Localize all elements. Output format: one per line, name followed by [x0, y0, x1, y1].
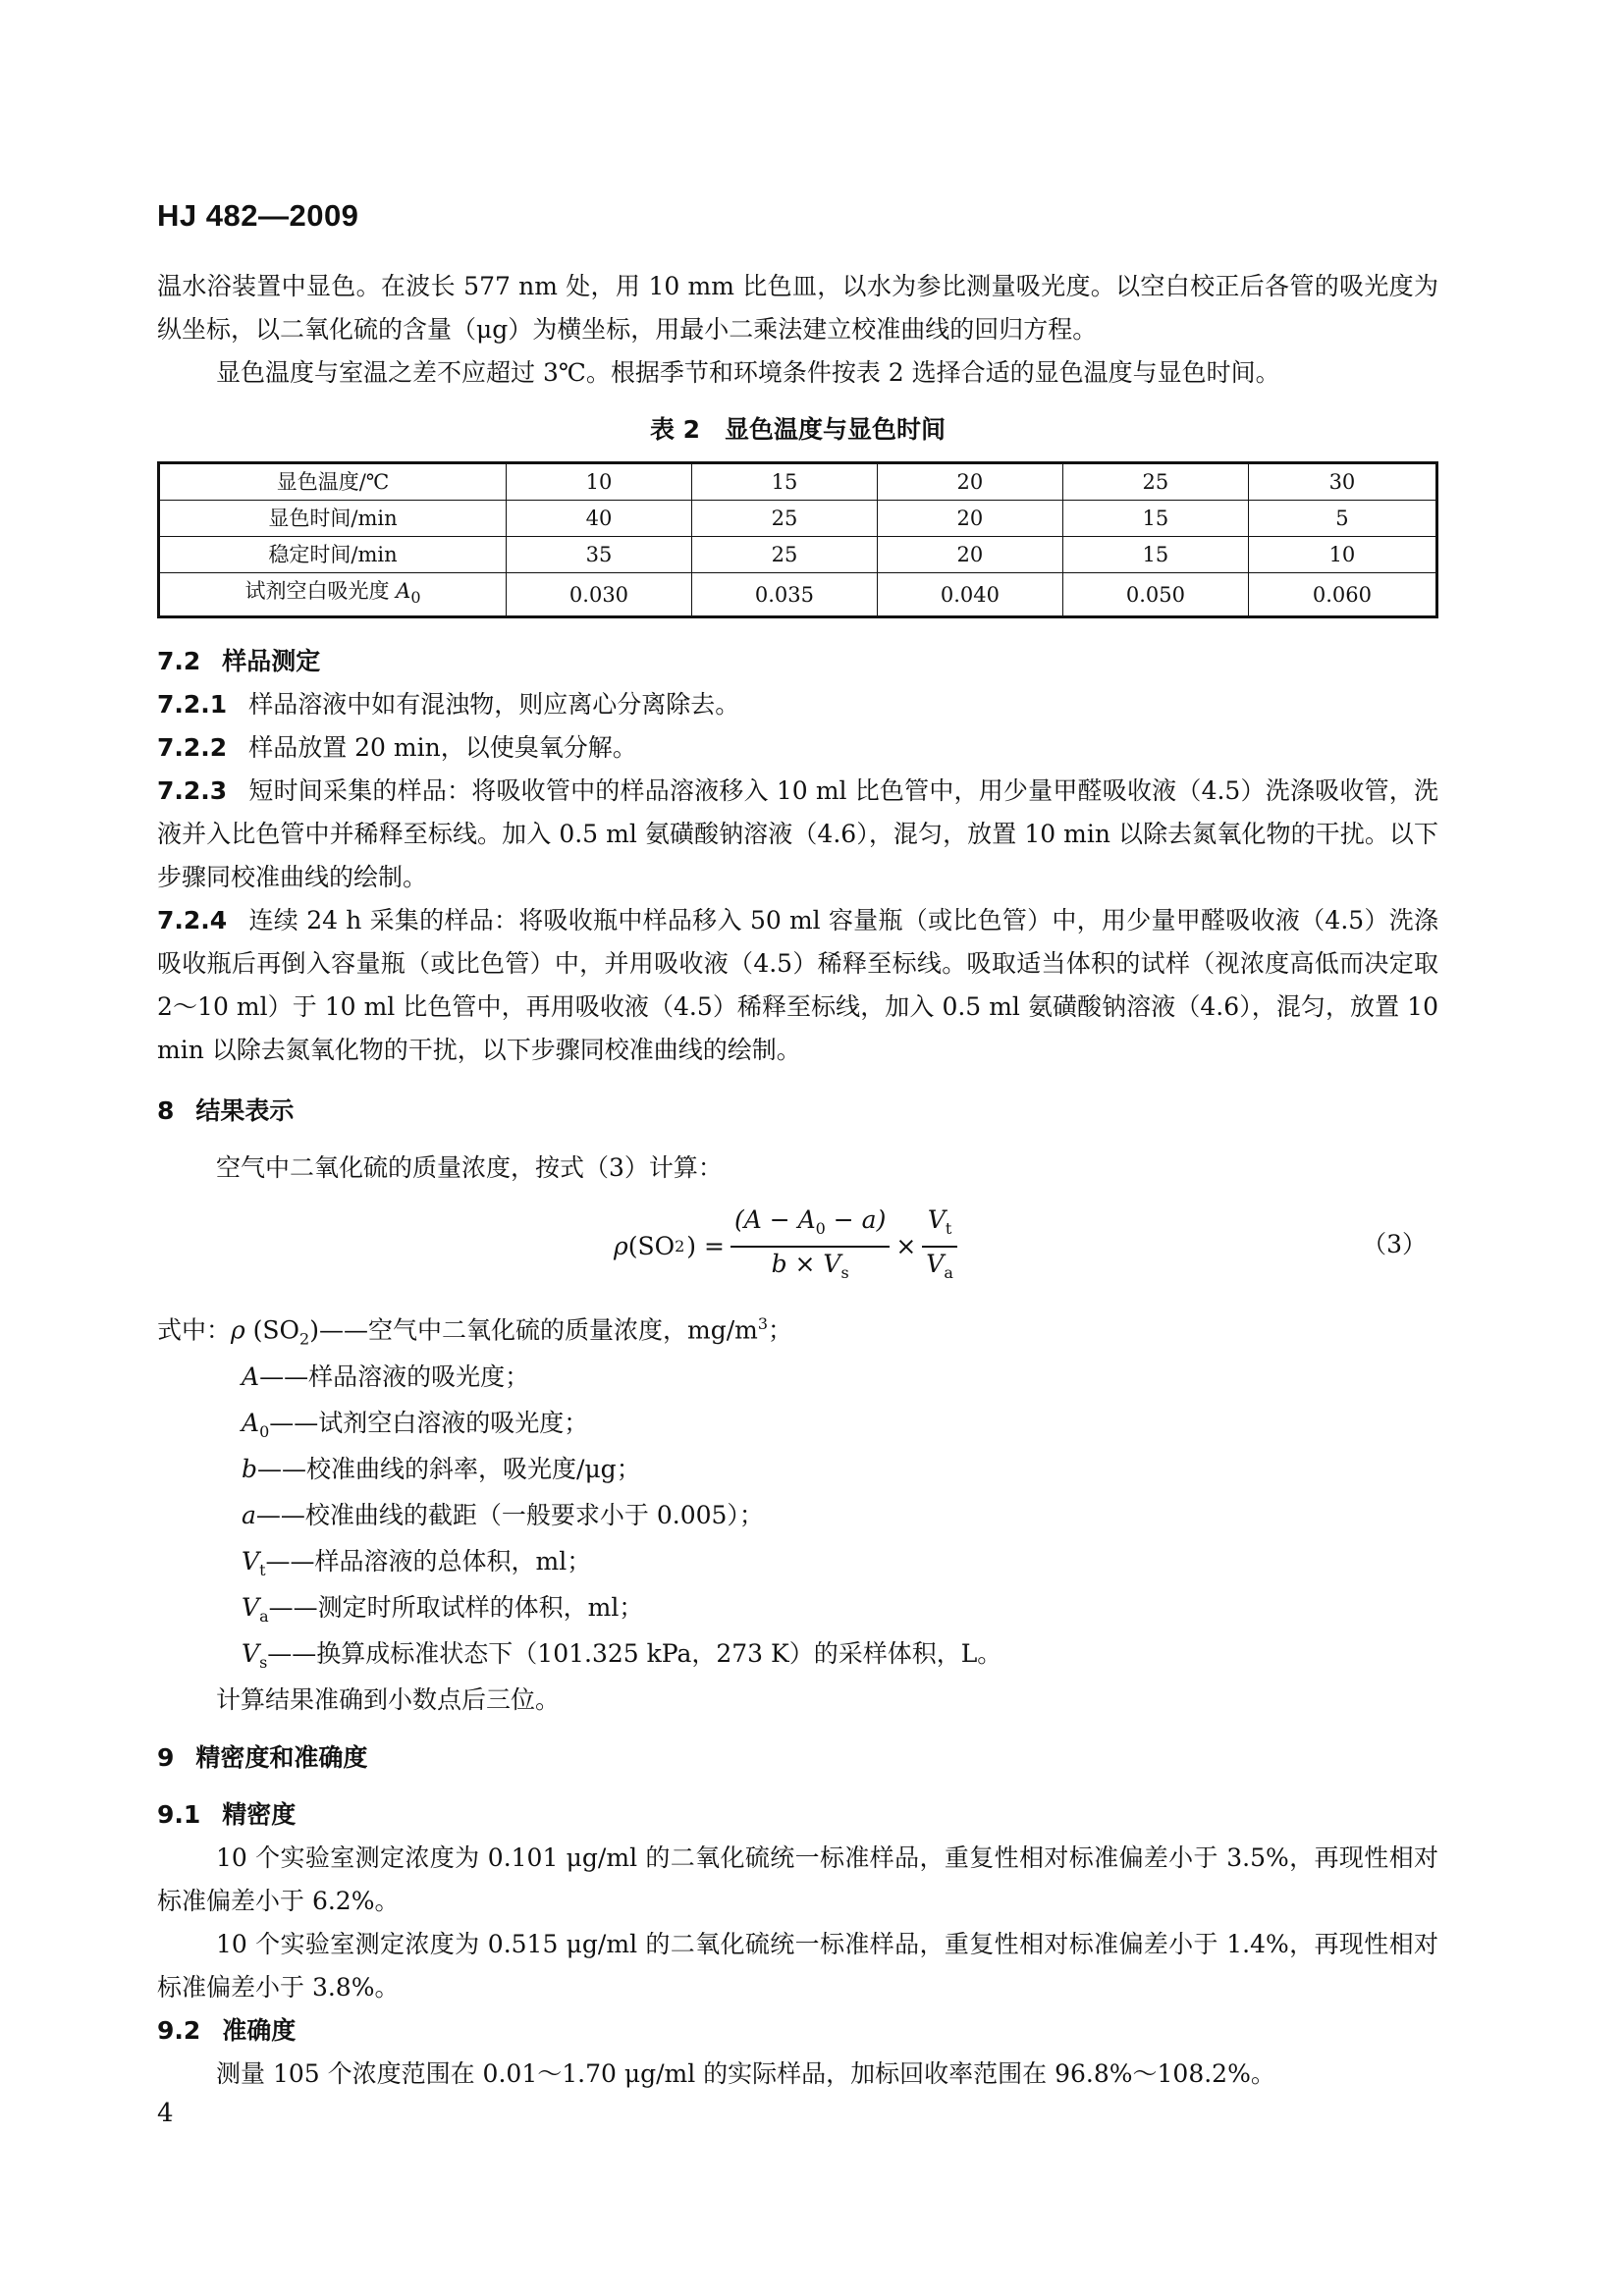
- table-row-label: 稳定时间/min: [159, 537, 507, 573]
- clause-number: 7.2.2: [157, 733, 228, 763]
- definition-row: [157, 1359, 1438, 1405]
- table-cell: 20: [877, 463, 1062, 501]
- formula-text: V: [927, 1205, 946, 1235]
- formula-sub: t: [945, 1219, 952, 1239]
- section-9-2-heading: [157, 2009, 1438, 2053]
- table-row-label: 显色时间/min: [159, 501, 507, 537]
- precision-paragraph-1: 10 个实验室测定浓度为 0.101 μg/ml 的二氧化硫统一标准样品，重复性相对标准偏差小于 3.5%，再现性相对标准偏差小于 6.2%。: [157, 1842, 1438, 1915]
- variable-sub: t: [259, 1560, 266, 1579]
- clause-7-2-2: [157, 726, 1438, 770]
- page-number: 4: [157, 2099, 174, 2128]
- table-cell: 25: [1062, 463, 1248, 501]
- times-symbol: ×: [895, 1231, 917, 1260]
- table-row: [159, 573, 1437, 617]
- equation-number: （3）: [1362, 1230, 1427, 1259]
- table-cell: 30: [1248, 463, 1436, 501]
- table-row: [159, 537, 1437, 573]
- section-title: 精密度: [222, 1799, 297, 1829]
- where-lead: 式中：: [157, 1315, 232, 1345]
- accuracy-paragraph: 测量 105 个浓度范围在 0.01～1.70 μg/ml 的实际样品，加标回收率范围在 96.8%～108.2%。: [216, 2058, 1275, 2088]
- table-row: [159, 463, 1437, 501]
- section-title: 结果表示: [195, 1096, 295, 1126]
- table-row-label: [159, 573, 507, 617]
- fraction-denominator: [768, 1248, 853, 1290]
- clause-text: 短时间采集的样品：将吸收管中的样品溶液移入 10 ml 比色管中，用少量甲醛吸收液（4.5）洗涤吸收管，洗液并入比色管中并稀释至标线。加入 0.5 ml 氨磺酸钠溶液（4.6），混匀，放置 10 min 以除去氮氧化物的干扰。以下步骤同校准曲线的绘制。: [157, 776, 1438, 892]
- definition-row: [157, 1543, 1438, 1589]
- precision-paragraph-2: 10 个实验室测定浓度为 0.515 μg/ml 的二氧化硫统一标准样品，重复性相对标准偏差小于 1.4%，再现性相对标准偏差小于 3.8%。: [157, 1929, 1438, 2002]
- definition-text: ；: [768, 1315, 793, 1345]
- clause-text: 样品溶液中如有混浊物，则应离心分离除去。: [248, 690, 740, 720]
- rho-symbol: ρ: [614, 1231, 628, 1260]
- table-cell: 15: [1062, 501, 1248, 537]
- variable-description: ——校准曲线的斜率，吸光度/μg；: [257, 1454, 641, 1483]
- document-code-header: HJ 482—2009: [157, 198, 359, 233]
- definition-text: )——空气中二氧化硫的质量浓度，mg/m: [309, 1315, 758, 1345]
- clause-7-2-1: [157, 683, 1438, 726]
- document-body: [157, 265, 1438, 2096]
- variable-symbol: V: [242, 1546, 260, 1575]
- variable-description: ——测定时所取试样的体积，ml；: [268, 1592, 644, 1622]
- definition-row: [157, 1451, 1438, 1497]
- definition-row: [157, 1589, 1438, 1635]
- table-cell: 25: [691, 537, 877, 573]
- definition-sub: 2: [299, 1329, 310, 1349]
- variable-definitions: [157, 1306, 1438, 1718]
- section-number: 9: [157, 1742, 175, 1772]
- fraction-numerator: [730, 1203, 890, 1246]
- formula-text: ) =: [686, 1231, 725, 1260]
- table-cell: 20: [877, 537, 1062, 573]
- table-cell: 10: [507, 463, 692, 501]
- clause-text: 连续 24 h 采集的样品：将吸收瓶中样品移入 50 ml 容量瓶（或比色管）中，用少量甲醛吸收液（4.5）洗涤吸收瓶后再倒入容量瓶（或比色管）中，并用吸收液（4.5）稀释至标线。吸取适当体积的试样（视浓度高低而决定取 2～10 ml）于 10 ml 比色管中，再用吸收液（4.5）稀释至标线，加入 0.5 ml 氨磺酸钠溶液（4.6），混匀，放置 10 min 以除去氮氧化物的干扰，以下步骤同校准曲线的绘制。: [157, 906, 1438, 1065]
- table-cell: 10: [1248, 537, 1436, 573]
- definition-row: [157, 1497, 1438, 1543]
- intro-paragraph-1: 温水浴装置中显色。在波长 577 nm 处，用 10 mm 比色皿，以水为参比测量吸光度。以空白校正后各管的吸光度为纵坐标，以二氧化硫的含量（μg）为横坐标，用最小二乘法建立校准曲线的回归方程。: [157, 272, 1438, 344]
- variable-symbol: V: [242, 1592, 260, 1622]
- variable-description: ——样品溶液的总体积，ml；: [265, 1546, 592, 1575]
- variable-symbol: A: [242, 1362, 260, 1391]
- fraction-numerator: [924, 1203, 956, 1246]
- variable-symbol: A: [242, 1408, 260, 1437]
- fraction-denominator: [922, 1248, 957, 1290]
- table-cell: 0.035: [691, 573, 877, 617]
- variable-symbol: a: [242, 1500, 256, 1529]
- variable-description: ——校准曲线的截距（一般要求小于 0.005）；: [255, 1500, 764, 1529]
- table-cell: 15: [1062, 537, 1248, 573]
- section-9-heading: [157, 1736, 1438, 1780]
- variable-description: ——换算成标准状态下（101.325 kPa，273 K）的采样体积，L。: [267, 1638, 1002, 1668]
- section-9-1-heading: [157, 1793, 1438, 1837]
- formula-intro: 空气中二氧化硫的质量浓度，按式（3）计算：: [216, 1153, 723, 1183]
- formula-sub: 0: [815, 1219, 826, 1239]
- intro-paragraph-2: 显色温度与室温之差不应超过 3℃。根据季节和环境条件按表 2 选择合适的显色温度与显色时间。: [216, 358, 1280, 387]
- table-cell: 5: [1248, 501, 1436, 537]
- definition-row: [157, 1306, 1438, 1358]
- definition-sup: 3: [757, 1314, 769, 1334]
- formula-text: (SO: [627, 1231, 676, 1260]
- variable-symbol: b: [242, 1454, 258, 1483]
- formula-text: b × V: [771, 1249, 841, 1278]
- row-label-sub: 0: [410, 588, 421, 608]
- formula-sub: s: [840, 1262, 849, 1282]
- formula-sub: a: [944, 1262, 953, 1282]
- formula-expression: [614, 1203, 963, 1290]
- table-cell: 40: [507, 501, 692, 537]
- fraction-volume: [922, 1203, 957, 1290]
- clause-number: 7.2.4: [157, 906, 228, 935]
- formula-text: V: [926, 1249, 945, 1278]
- clause-7-2-4: [157, 899, 1438, 1072]
- rho-symbol: ρ: [231, 1315, 245, 1345]
- table-row: [159, 501, 1437, 537]
- section-title: 样品测定: [222, 647, 321, 676]
- variable-sub: s: [259, 1652, 268, 1672]
- row-label-var: A: [396, 579, 411, 603]
- color-temperature-table: [157, 461, 1438, 618]
- table-cell: 25: [691, 501, 877, 537]
- clause-text: 样品放置 20 min，以使臭氧分解。: [248, 733, 637, 763]
- section-7-2-heading: [157, 640, 1438, 683]
- formula-3: [157, 1198, 1438, 1292]
- variable-symbol: V: [242, 1638, 260, 1668]
- section-title: 准确度: [222, 2015, 297, 2045]
- table-row-label: 显色温度/℃: [159, 463, 507, 501]
- definition-text: (SO: [244, 1315, 300, 1345]
- fraction-main: [730, 1203, 890, 1290]
- table-2-caption: 表 2 显色温度与显色时间: [649, 415, 947, 444]
- clause-number: 7.2.1: [157, 690, 228, 720]
- variable-sub: a: [259, 1606, 269, 1626]
- table-cell: 0.050: [1062, 573, 1248, 617]
- variable-description: ——试剂空白溶液的吸光度；: [269, 1408, 589, 1437]
- variable-description: ——样品溶液的吸光度；: [259, 1362, 530, 1391]
- clause-7-2-3: [157, 770, 1438, 899]
- formula-text: (A − A: [733, 1205, 816, 1235]
- table-cell: 0.060: [1248, 573, 1436, 617]
- section-number: 7.2: [157, 647, 201, 676]
- section-title: 精密度和准确度: [195, 1742, 368, 1772]
- table-cell: 20: [877, 501, 1062, 537]
- section-number: 8: [157, 1096, 175, 1126]
- section-number: 9.2: [157, 2015, 201, 2045]
- table-cell: 0.040: [877, 573, 1062, 617]
- table-cell: 15: [691, 463, 877, 501]
- definition-row: [157, 1635, 1438, 1682]
- rounding-note: 计算结果准确到小数点后三位。: [216, 1684, 561, 1714]
- clause-number: 7.2.3: [157, 776, 228, 806]
- section-number: 9.1: [157, 1799, 201, 1829]
- section-8-heading: [157, 1090, 1438, 1133]
- table-cell: 35: [507, 537, 692, 573]
- formula-sub: 2: [675, 1236, 685, 1255]
- variable-sub: 0: [259, 1421, 270, 1441]
- table-cell: 0.030: [507, 573, 692, 617]
- definition-row: [157, 1405, 1438, 1451]
- formula-text: − a): [825, 1205, 887, 1235]
- row-label-text: 试剂空白吸光度: [244, 579, 397, 603]
